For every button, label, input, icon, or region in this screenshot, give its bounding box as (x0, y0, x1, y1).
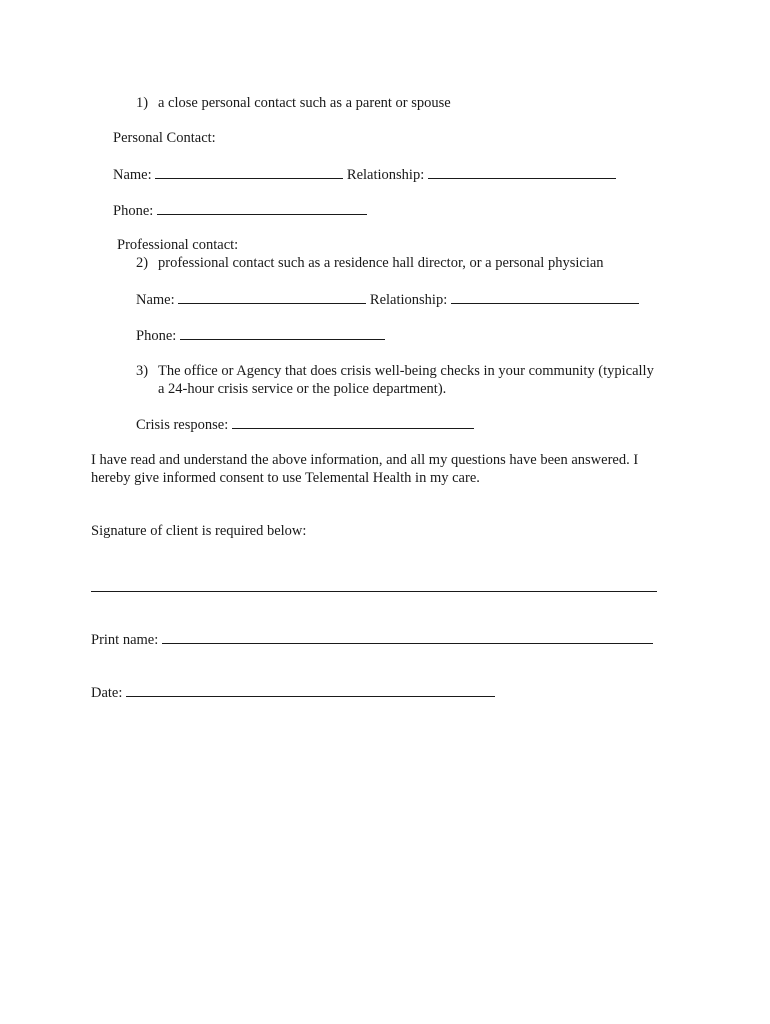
date-label: Date: (91, 685, 123, 701)
personal-name-field[interactable] (155, 165, 343, 179)
item-3 (136, 362, 654, 380)
professional-name-row (136, 290, 639, 309)
consent-text-line-1: I have read and understand the above information, and all my questions have been answered. I (91, 452, 639, 468)
personal-name-label: Name: (113, 167, 152, 183)
crisis-response-label: Crisis response: (136, 417, 229, 433)
item-2-number: 2) (136, 255, 149, 271)
print-name-row (91, 630, 653, 649)
consent-text-line-2: hereby give informed consent to use Telemental Health in my care. (91, 470, 480, 486)
professional-phone-row (136, 326, 385, 345)
personal-name-row (113, 165, 616, 184)
item-1 (136, 94, 451, 112)
personal-phone-label: Phone: (113, 203, 154, 219)
professional-name-field[interactable] (178, 290, 366, 304)
personal-contact-heading: Personal Contact: (113, 130, 216, 146)
item-3-number: 3) (136, 363, 149, 379)
personal-phone-field[interactable] (157, 201, 367, 215)
item-2-text: professional contact such as a residence hall director, or a personal physician (158, 255, 604, 271)
professional-relationship-field[interactable] (451, 290, 639, 304)
signature-label: Signature of client is required below: (91, 523, 307, 539)
item-3-text-line-2: a 24-hour crisis service or the police department). (158, 381, 447, 397)
personal-relationship-field[interactable] (428, 165, 616, 179)
crisis-response-field[interactable] (232, 415, 474, 429)
signature-line[interactable] (91, 591, 657, 592)
professional-contact-heading: Professional contact: (117, 237, 239, 253)
print-name-field[interactable] (162, 630, 653, 644)
date-row (91, 683, 495, 702)
personal-relationship-label: Relationship: (346, 167, 425, 183)
professional-phone-label: Phone: (136, 328, 177, 344)
date-field[interactable] (126, 683, 495, 697)
print-name-label: Print name: (91, 632, 159, 648)
item-2 (136, 254, 604, 272)
professional-phone-field[interactable] (180, 326, 385, 340)
professional-name-label: Name: (136, 292, 175, 308)
professional-relationship-label: Relationship: (369, 292, 448, 308)
item-1-number: 1) (136, 95, 149, 111)
item-1-text: a close personal contact such as a parent or spouse (158, 95, 451, 111)
item-3-text-line-1: The office or Agency that does crisis well-being checks in your community (typically (158, 363, 654, 379)
crisis-response-row (136, 415, 474, 434)
personal-phone-row (113, 201, 367, 220)
